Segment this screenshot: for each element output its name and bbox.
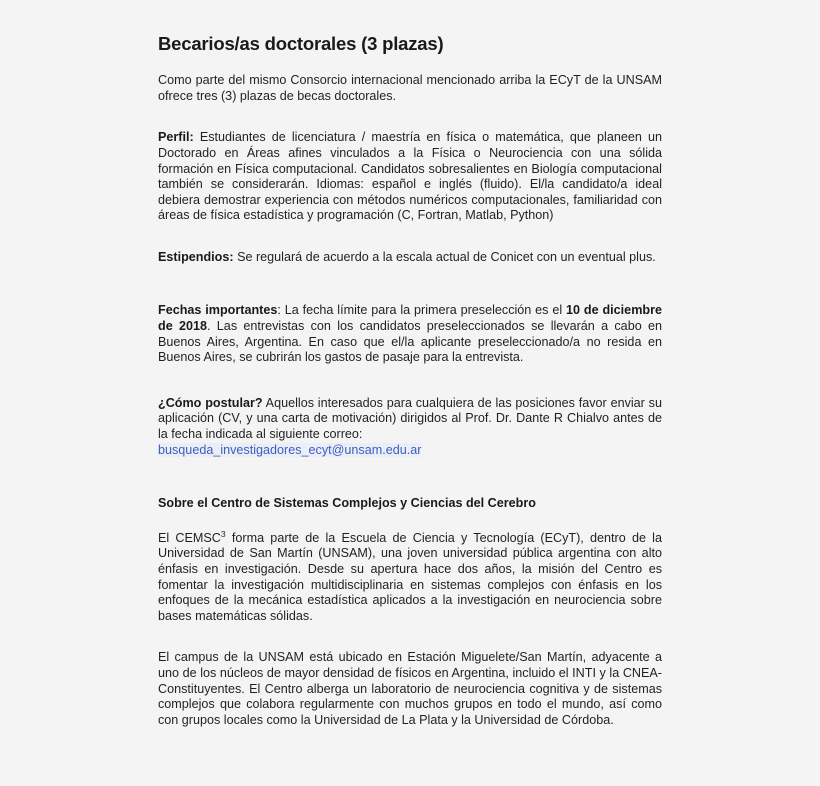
intro-paragraph: Como parte del mismo Consorcio internacional mencionado arriba la ECyT de la UNSAM ofrece tres (3) plazas de becas doctorales. [158, 73, 662, 103]
fechas-text-before: La fecha límite para la primera preselección es el [280, 303, 567, 318]
perfil-label: Perfil: [158, 130, 194, 145]
estipendios-paragraph [158, 250, 662, 266]
cemsc-superscript: 3 [220, 528, 226, 539]
about-paragraph-2: El campus de la UNSAM está ubicado en Estación Miguelete/San Martín, adyacente a uno de los núcleos de mayor densidad de físicos en Argentina, incluido el INTI y la CNEA-Constituyentes. El Centro alberga un laboratorio de neurociencia cognitiva y de sistemas complejos que colabora regularmente con muchos grupos en todo el mundo, así como con grupos locales como la Universidad de La Plata y la Universidad de Córdoba. [158, 650, 662, 727]
fechas-deadline-date: 10 de diciembre de 2018 [158, 303, 662, 334]
fechas-text-after: . Las entrevistas con los candidatos preseleccionados se llevarán a cabo en Buenos Aires, Argentina. En caso que el/la aplicante preseleccionado/a no resida en Buenos Aires, se cubrirán los gastos de pasaje para la entrevista. [158, 319, 662, 365]
postular-body: Aquellos interesados para cualquiera de las posiciones favor enviar su aplicación (CV, y una carta de motivación) dirigidos al Prof. Dr. Dante R Chialvo antes de la fecha indicada al siguiente correo: [158, 395, 662, 442]
perfil-body: Estudiantes de licenciatura / maestría en física o matemática, que planeen un Doctorado en Áreas afines vinculados a la Física o Neurociencia con una sólida formación en Física computacional. Candidatos sobresalientes en Biología computacional también se considerarán. Idiomas: español e inglés (fluido). El/la candidato/a ideal debiera demostrar experiencia con métodos numéricos computacionales, familiaridad con áreas de física estadística y programación (C, Fortran, Matlab, Python) [158, 130, 662, 223]
about-paragraph-1-rest: forma parte de la Escuela de Ciencia y Tecnología (ECyT), dentro de la Universidad de San Martín (UNSAM), una joven universidad pública argentina con alto énfasis en investigación. Desde su apertura hace dos años, la misión del Centro es fomentar la investigación multidisciplinaria en sistemas complejos con énfasis en los enfoques de la mecánica estadística aplicados a la investigación en neurociencia sobre bases matemáticas sólidas. [158, 530, 662, 623]
estipendios-body: Se regulará de acuerdo a la escala actual de Conicet con un eventual plus. [233, 249, 656, 264]
perfil-paragraph [158, 130, 662, 224]
cemsc-name: El CEMSC [158, 530, 221, 545]
application-email-link[interactable]: busqueda_investigadores_ecyt@unsam.edu.ar [158, 442, 422, 457]
about-section-heading: Sobre el Centro de Sistemas Complejos y Ciencias del Cerebro [158, 496, 536, 511]
about-paragraph-1 [158, 528, 662, 625]
postular-paragraph [158, 396, 662, 458]
fechas-colon: : [277, 303, 281, 318]
fechas-paragraph [158, 303, 662, 365]
estipendios-label: Estipendios: [158, 249, 234, 264]
page-title: Becarios/as doctorales (3 plazas) [158, 33, 444, 54]
fechas-label: Fechas importantes [158, 303, 278, 318]
document-content [158, 32, 662, 744]
postular-label: ¿Cómo postular? [158, 395, 263, 410]
